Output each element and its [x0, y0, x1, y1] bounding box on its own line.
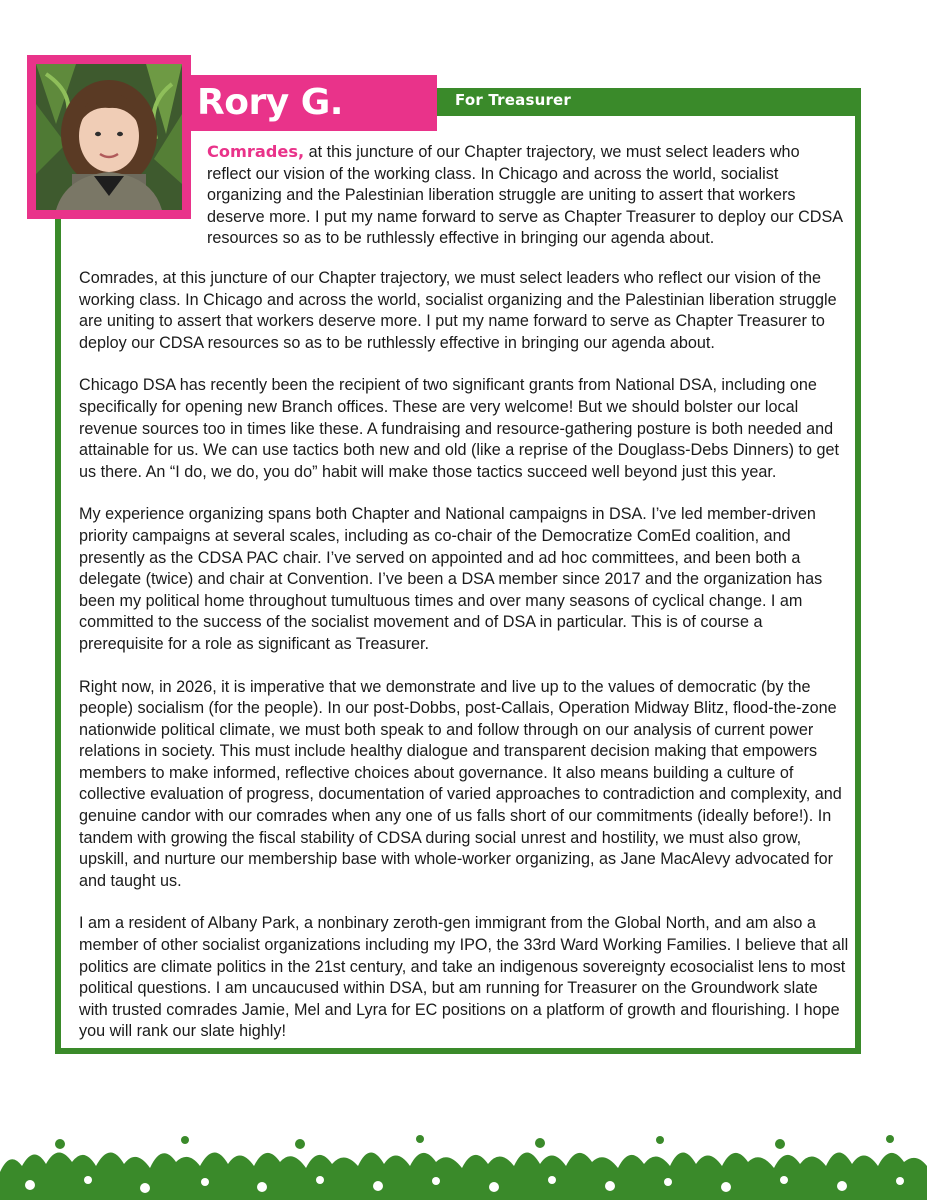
paragraph: Comrades, at this juncture of our Chapter trajectory, we must select leaders who reflect our vision of the working class. In Chicago and across the world, socialist organizing and the Palestinian liberation struggle are uniting to assert that workers deserve more. I put my name forward to serve as Chapter Treasurer to deploy our CDSA resources so as to be ruthlessly effective in bringing our agenda about. [79, 269, 837, 352]
intro-statement [207, 141, 847, 250]
candidate-role: For Treasurer [455, 91, 572, 109]
footer-pattern [0, 1130, 927, 1200]
paragraph: My experience organizing spans both Chapter and National campaigns in DSA. I’ve led member-driven priority campaigns at several scales, including as co-chair of the Democratize ComEd coalition, and presently as the CDSA PAC chair. I’ve served on appointed and ad hoc committees, and been both a delegate (twice) and chair at Convention. I’ve been a DSA member since 2017 and the organization has been my political home throughout tumultuous times and over many seasons of cyclical change. I am committed to the success of the socialist movement and of DSA in particular. This is of course a prerequisite for a role as significant as Treasurer. [79, 505, 823, 653]
paragraph: I am a resident of Albany Park, a nonbinary zeroth-gen immigrant from the Global North, and am also a member of other socialist organizations including my IPO, the 33rd Ward Working Families. I believe that all politics are climate politics in the 21st century, and take an indigenous sovereignty ecosocialist lens to most political questions. I am uncaucused within DSA, but am running for Treasurer on the Groundwork slate with trusted comrades Jamie, Mel and Lyra for EC positions on a platform of growth and flourishing. I hope you will rank our slate highly! [79, 914, 849, 1041]
statement-body [79, 268, 849, 1064]
portrait-illustration [36, 64, 182, 210]
paragraph: Right now, in 2026, it is imperative that we demonstrate and live up to the values of democratic (by the people) socialism (for the people). In our post-Dobbs, post-Callais, Operation Midway Blitz, flood-the-zone nationwide political climate, we must both speak to and follow through on our analysis of current power relations in society. This must include healthy dialogue and transparent decision making that empowers members to make informed, reflective choices about governance. It also means building a culture of collective evaluation of progress, documentation of varied approaches to contradiction and complexity, and genuine candor with our comrades when any one of us falls short of our commitments (ideally before!). In tandem with growing the fiscal stability of CDSA during social unrest and hostility, we must also grow, upskill, and nurture our membership base with whole-worker organizing, as Jane MacAlevy advocated for and taught us. [79, 677, 842, 890]
candidate-photo [27, 55, 191, 219]
intro-text: at this juncture of our Chapter trajectory, we must select leaders who reflect our vision of the working class. In Chicago and across the world, socialist organizing and the Palestinian liberation struggle are uniting to assert that workers deserve more. I put my name forward to serve as Chapter Treasurer to deploy our CDSA resources so as to be ruthlessly effective in bringing our agenda about. [207, 143, 843, 248]
candidate-name: Rory G. [197, 82, 343, 123]
paragraph: Chicago DSA has recently been the recipient of two significant grants from National DSA, including one specifically for opening new Branch offices. These are very welcome! But we should bolster our local revenue sources too in times like these. A fundraising and resource-gathering posture is both needed and attainable for us. We can use tactics both new and old (like a reprise of the Douglass-Debs Dinners) to get us there. An “I do, we do, you do” habit will make those tactics succeed well beyond just this year. [79, 376, 840, 481]
intro-lead: Comrades, [207, 142, 305, 161]
